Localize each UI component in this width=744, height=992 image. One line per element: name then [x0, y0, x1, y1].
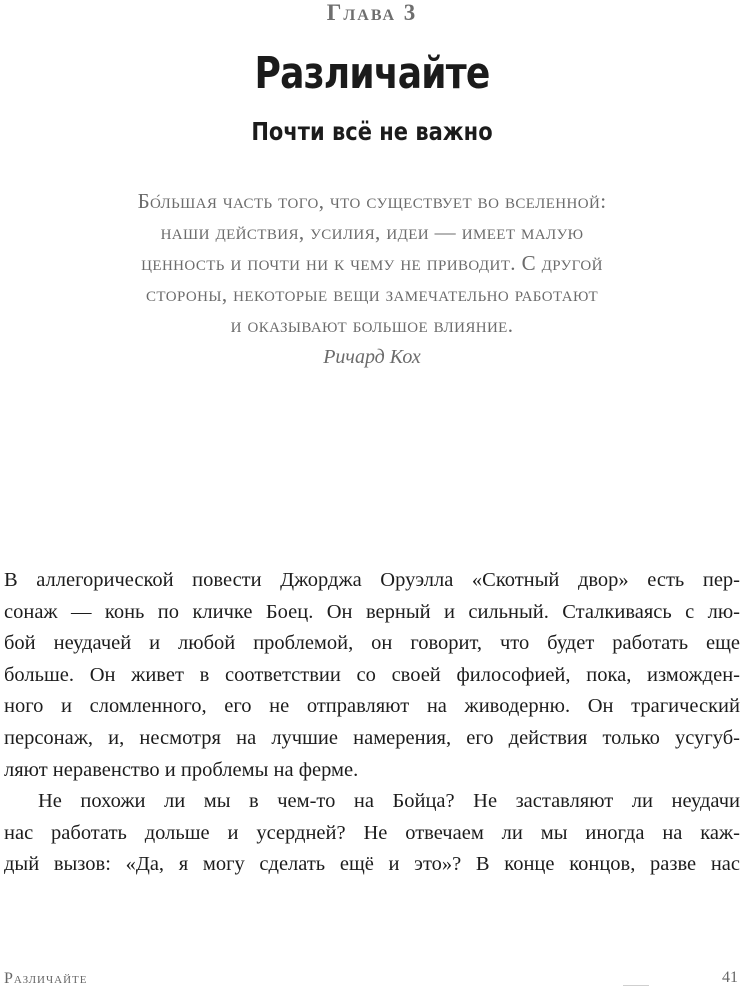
- chapter-label: Глава 3: [326, 0, 418, 25]
- running-head: Различайте: [4, 970, 88, 987]
- epigraph-author: Ричард Кох: [323, 346, 421, 368]
- paragraph-line: больше. Он живет в соответствии со своей философией, пока, изможден-: [4, 663, 740, 686]
- paragraph-line: ного и сломленного, его не отправляют на живодерню. Он трагический: [4, 695, 740, 718]
- paragraph-line: Не похожи ли мы в чем-то на Бойца? Не заставляют ли неудачи: [38, 790, 740, 813]
- footer-rule: [623, 985, 649, 986]
- paragraph-line: ляют неравенство и проблемы на ферме.: [4, 758, 359, 781]
- paragraph-line: дый вызов: «Да, я могу сделать ещё и это»? В конце концов, разве нас: [4, 853, 740, 876]
- paragraph-line: персонаж, и, несмотря на лучшие намерения, его действия только усугуб-: [4, 726, 740, 749]
- chapter-title: Различайте: [254, 48, 490, 99]
- paragraph-line: сонаж — конь по кличке Боец. Он верный и сильный. Сталкиваясь с лю-: [4, 600, 740, 623]
- paragraph-line: бой неудачей и любой проблемой, он говорит, что будет работать еще: [4, 632, 740, 655]
- paragraph-line: В аллегорической повести Джорджа Оруэлла «Скотный двор» есть пер-: [4, 569, 740, 591]
- chapter-subtitle: Почти всё не важно: [251, 117, 493, 146]
- page-number: 41: [722, 969, 738, 986]
- paragraph-line: нас работать дольше и усердней? Не отвечаем ли мы иногда на каж-: [4, 821, 740, 844]
- epigraph-line: и оказывают большое влияние.: [230, 313, 514, 337]
- epigraph: [60, 186, 684, 373]
- epigraph-line: Бо́льшая часть того, что существует во вселенной:: [137, 189, 607, 213]
- epigraph-line: стороны, некоторые вещи замечательно работают: [145, 282, 599, 306]
- body-text: [4, 565, 740, 881]
- epigraph-line: наши действия, усилия, идеи — имеет малую: [160, 220, 584, 244]
- epigraph-line: ценность и почти ни к чему не приводит. С другой: [141, 251, 603, 275]
